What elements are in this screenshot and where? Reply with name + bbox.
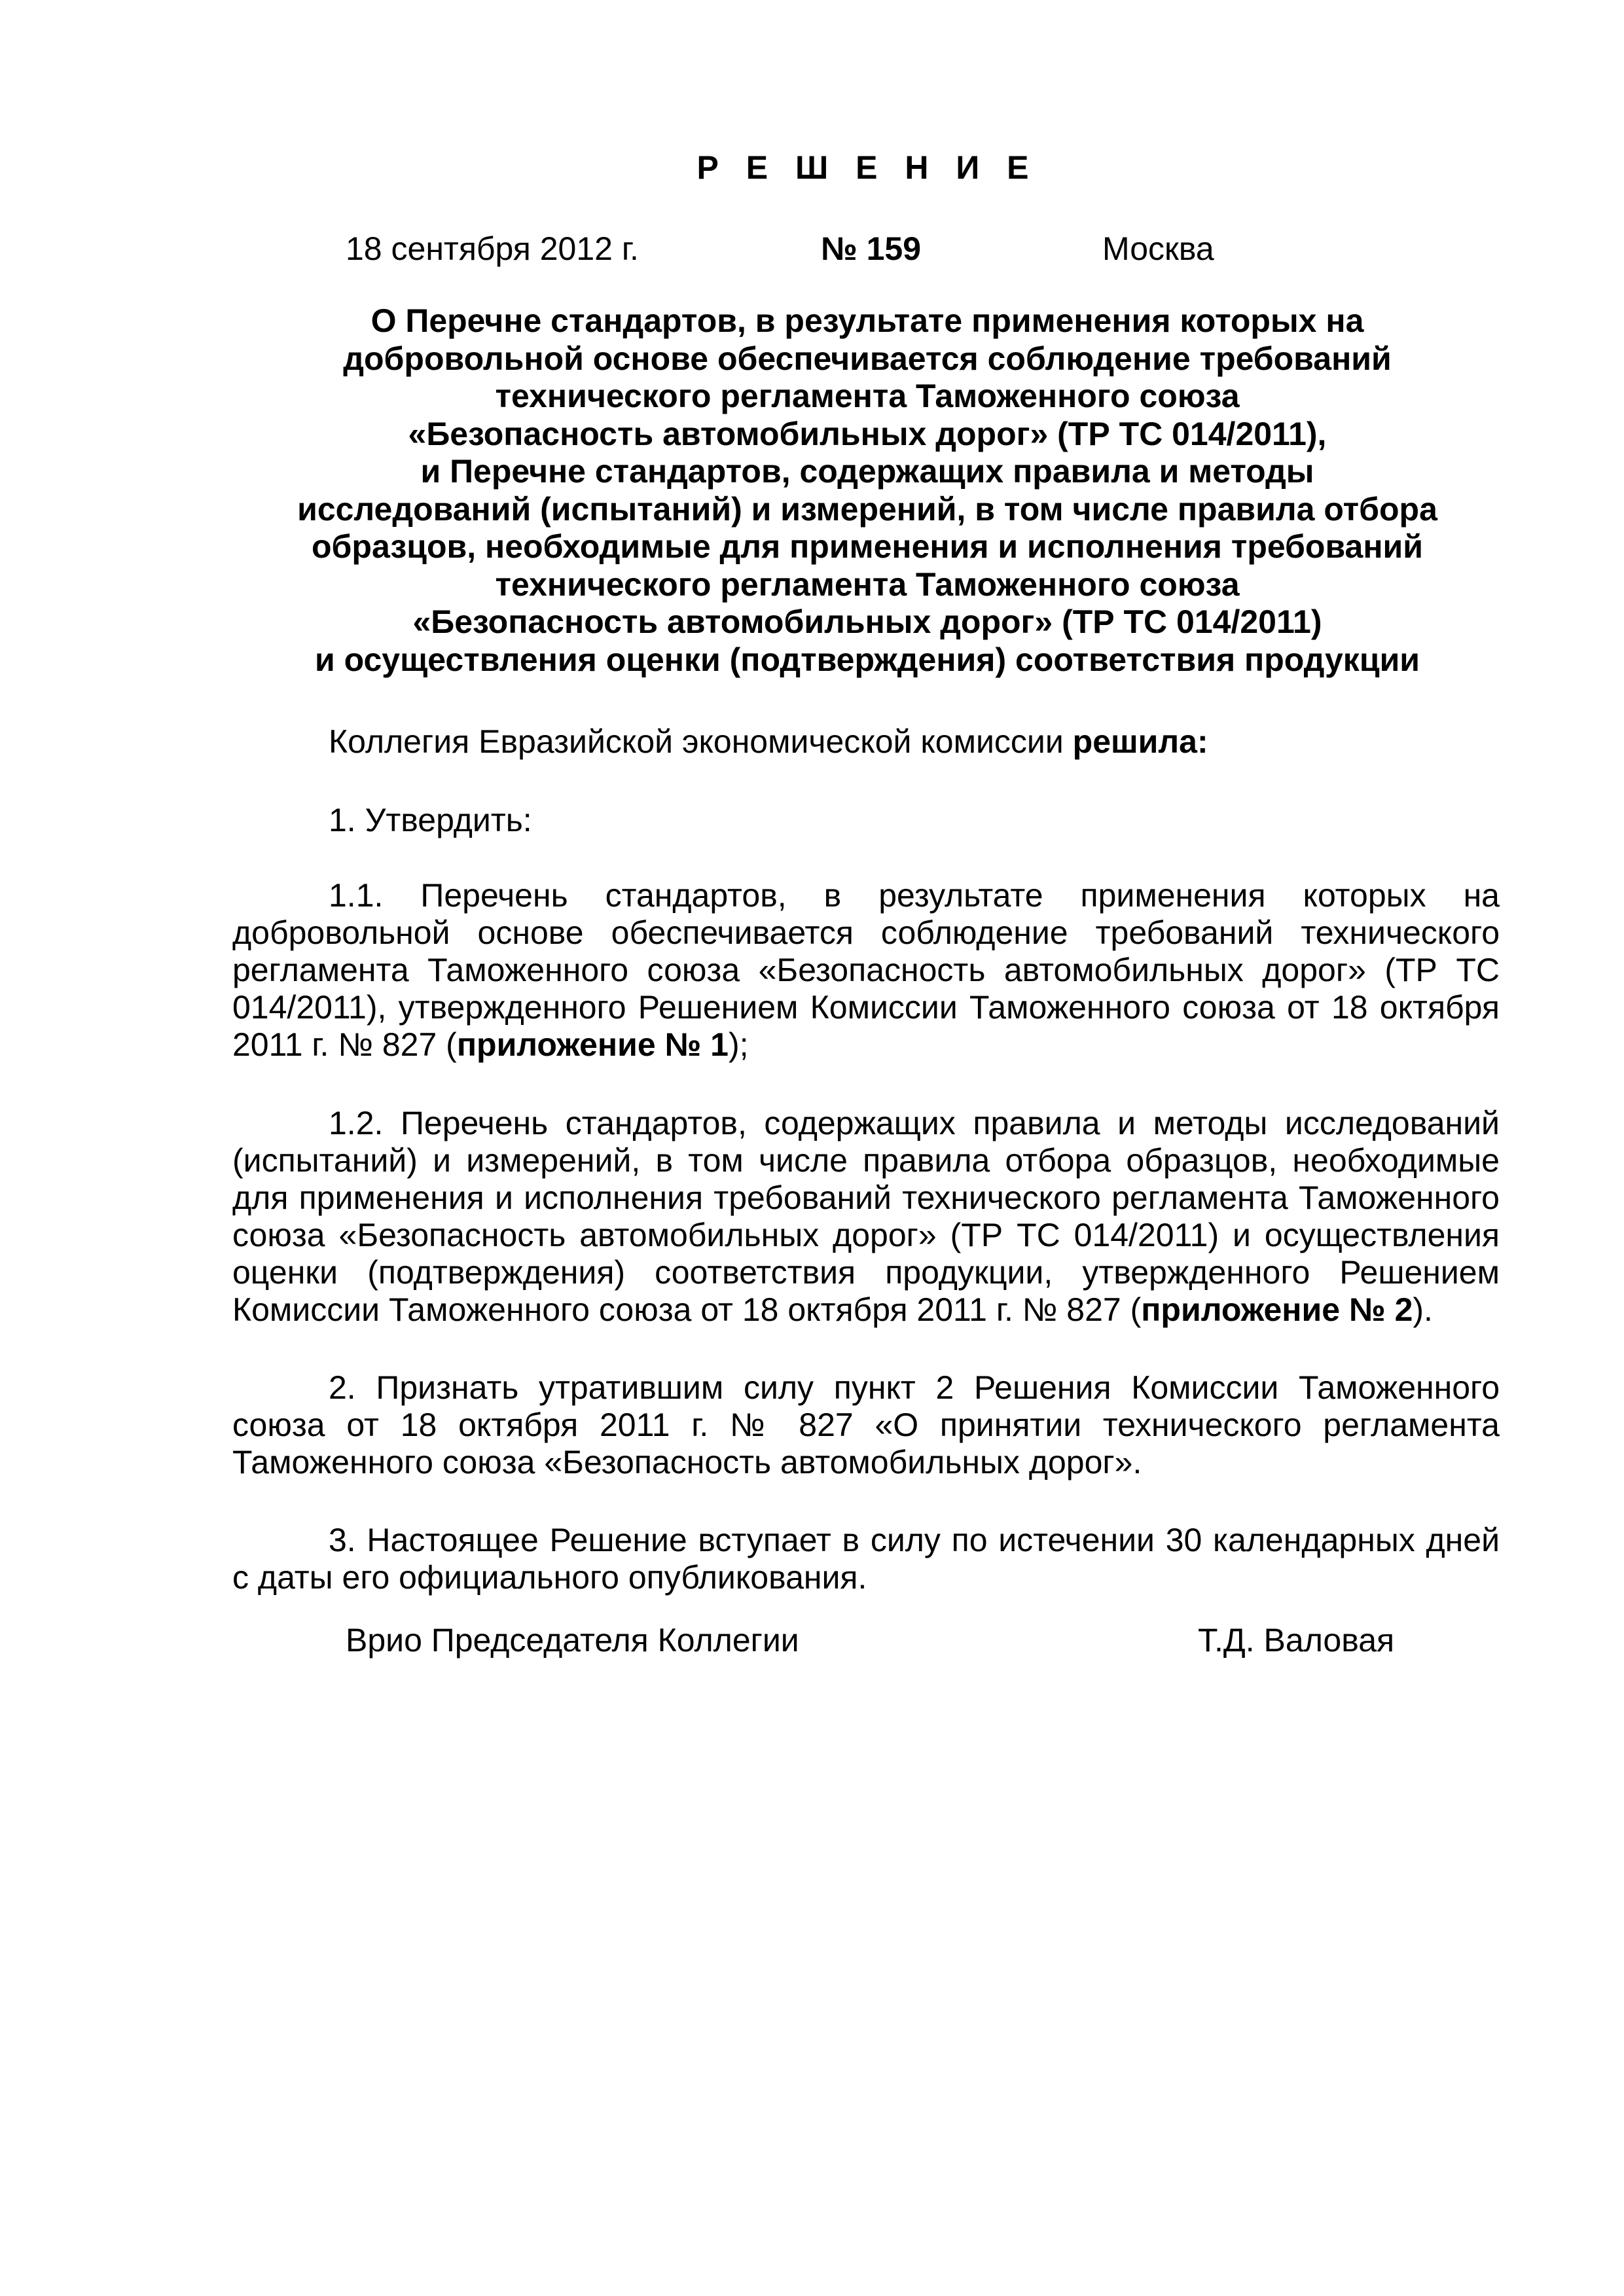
paragraph-line: союза от 18 октября 2011 г. № 827 «О принятии технического регламента: [232, 1407, 1500, 1443]
subject-line: и осуществления оценки (подтверждения) соответствия продукции: [314, 641, 1420, 678]
paragraph-line: 1.1. Перечень стандартов, в результате применения которых на: [329, 877, 1500, 914]
document-city: Москва: [1102, 230, 1214, 267]
document-number-value: № 159: [821, 230, 922, 267]
paragraph-line: с даты его официального опубликования.: [232, 1559, 867, 1596]
paragraph-line: 2. Признать утратившим силу пункт 2 Решения Комиссии Таможенного: [329, 1369, 1500, 1406]
subject-line: технического регламента Таможенного союза: [495, 378, 1240, 414]
paragraph-line: (испытаний) и измерений, в том числе правила отбора образцов, необходимые: [232, 1142, 1500, 1179]
paragraph-line: союза «Безопасность автомобильных дорог» (ТР ТС 014/2011) и осуществления: [232, 1217, 1500, 1253]
subject-line: О Перечне стандартов, в результате применения которых на: [370, 302, 1364, 339]
paragraph-line: Таможенного союза «Безопасность автомобильных дорог».: [232, 1444, 1142, 1480]
paragraph-line: для применения и исполнения требований технического регламента Таможенного: [232, 1179, 1500, 1216]
paragraph-line: оценки (подтверждения) соответствия продукции, утвержденного Решением: [232, 1254, 1500, 1291]
document-date: 18 сентября 2012 г.: [346, 230, 639, 267]
paragraph-text: Комиссии Таможенного союза от 18 октября 2011 г. № 827 (: [232, 1291, 1142, 1328]
paragraph-line: 1.2. Перечень стандартов, содержащих правила и методы исследований: [329, 1105, 1500, 1141]
paragraph-text: );: [728, 1026, 749, 1063]
subject-line: и Перечне стандартов, содержащих правила и методы: [420, 453, 1314, 490]
subject-line: «Безопасность автомобильных дорог» (ТР ТС 014/2011): [412, 603, 1322, 640]
preamble-text: Коллегия Евразийской экономической комиссии: [329, 723, 1073, 760]
subject-line: исследований (испытаний) и измерений, в том числе правила отбора: [297, 490, 1437, 528]
item-1-1: [232, 877, 1500, 1064]
document-title: Р Е Ш Е Н И Е: [696, 149, 1038, 186]
paragraph-line: [232, 1026, 1500, 1064]
appendix-ref-1: приложение № 1: [456, 1026, 729, 1063]
subject-line: технического регламента Таможенного союза: [495, 565, 1240, 603]
subject-line: добровольной основе обеспечивается соблюдение требований: [343, 340, 1392, 377]
item-1-2: [232, 1105, 1500, 1329]
item-1: 1. Утвердить:: [329, 802, 532, 838]
item-3: [232, 1522, 1500, 1596]
preamble: [329, 723, 1208, 761]
paragraph-line: регламента Таможенного союза «Безопасность автомобильных дорог» (ТР ТС: [232, 952, 1500, 988]
item-2: [232, 1369, 1500, 1481]
appendix-ref-2: приложение № 2: [1141, 1291, 1413, 1328]
paragraph-text: 2011 г. № 827 (: [232, 1026, 457, 1063]
document-number: [821, 230, 921, 268]
paragraph-line: [232, 1291, 1500, 1329]
subject-line: образцов, необходимые для применения и исполнения требований: [312, 528, 1423, 565]
signatory-role: Врио Председателя Коллегии: [346, 1622, 799, 1659]
signatory-name: Т.Д. Валовая: [1198, 1622, 1395, 1659]
subject-line: «Безопасность автомобильных дорог» (ТР ТС 014/2011),: [408, 415, 1327, 452]
preamble-decision: решила:: [1072, 723, 1208, 760]
paragraph-line: 3. Настоящее Решение вступает в силу по истечении 30 календарных дней: [329, 1522, 1500, 1558]
paragraph-text: ).: [1413, 1291, 1433, 1328]
paragraph-line: 014/2011), утвержденного Решением Комиссии Таможенного союза от 18 октября: [232, 989, 1500, 1026]
document-subject: [249, 302, 1486, 679]
paragraph-line: добровольной основе обеспечивается соблюдение требований технического: [232, 914, 1500, 951]
